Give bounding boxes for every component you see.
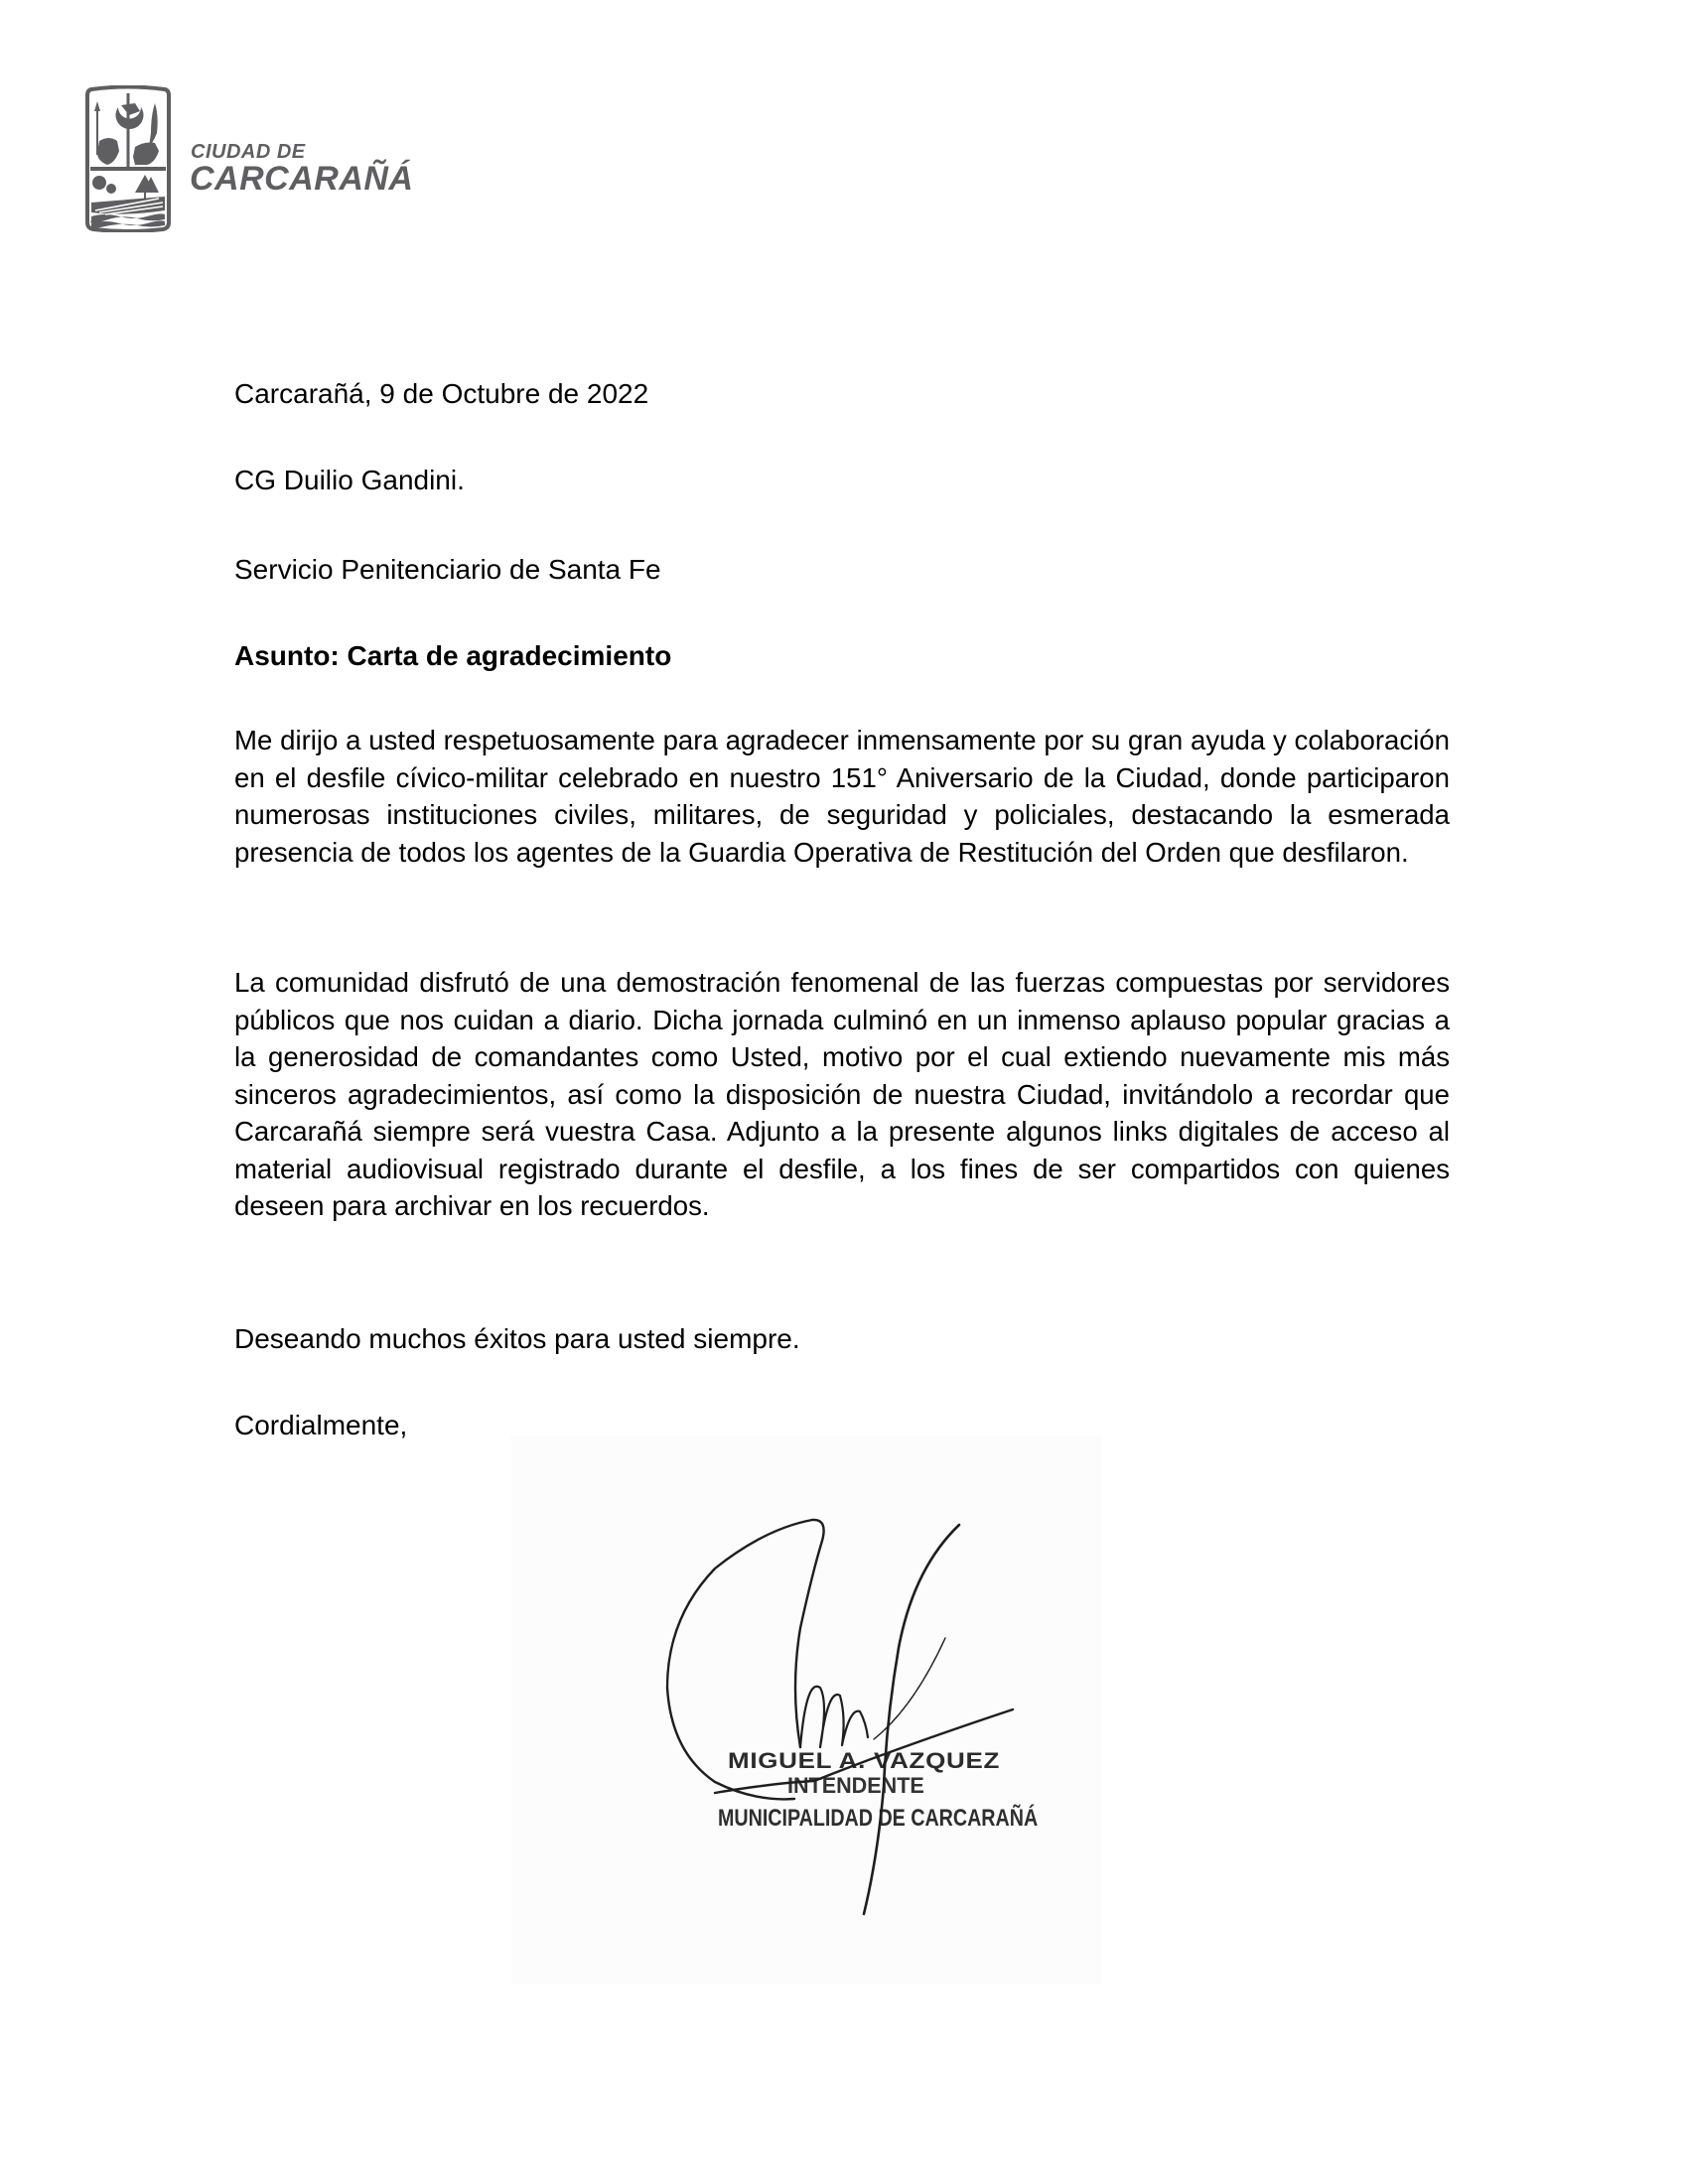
city-coat-of-arms-icon [85,85,171,232]
signatory-name: MIGUEL A. VAZQUEZ [728,1748,1001,1773]
body-paragraph-1 [234,722,1450,871]
signatory-title: INTENDENTE [787,1773,924,1798]
paragraph-text: La comunidad disfrutó de una demostración fenomenal de las fuerzas compuestas por servidores públicos que nos cuidan a diario. Dicha jornada culminó en un inmenso aplauso popular gracias a la generosidad de comandantes como Usted, motivo por el cual extiendo nuevamente mis más sinceros agradecimientos, así como la disposición de nuestra Ciudad, invitándolo a recordar que Carcarañá siempre será vuestra Casa. Adjunto a la presente algunos links digitales de acceso al material audiovisual registrado durante el desfile, a los fines de ser compartidos con quienes deseen para archivar en los recuerdos. [234,967,1450,1221]
signature-scan-area [510,1436,1102,1984]
closing-salutation: Cordialmente, [234,1410,408,1440]
place-date: Carcarañá, 9 de Octubre de 2022 [234,378,649,409]
subject-line: Asunto: Carta de agradecimiento [234,640,672,671]
paragraph-text: Me dirijo a usted respetuosamente para agradecer inmensamente por su gran ayuda y colaboración en el desfile cívico-militar celebrado en nuestro 151° Aniversario de la Ciudad, donde participaron numerosas instituciones civiles, militares, de seguridad y policiales, destacando la esmerada presencia de todos los agentes de la Guardia Operativa de Restitución del Orden que desfilaron. [234,725,1450,868]
city-name: CARCARAÑÁ [190,160,414,198]
recipient-organization: Servicio Penitenciario de Santa Fe [234,554,661,585]
city-prefix: CIUDAD DE [191,141,306,163]
signatory-organization: MUNICIPALIDAD DE CARCARAÑÁ [718,1805,1039,1832]
recipient-name: CG Duilio Gandini. [234,465,465,495]
body-paragraph-2 [234,964,1450,1225]
closing-wish: Deseando muchos éxitos para usted siempre. [234,1323,800,1354]
